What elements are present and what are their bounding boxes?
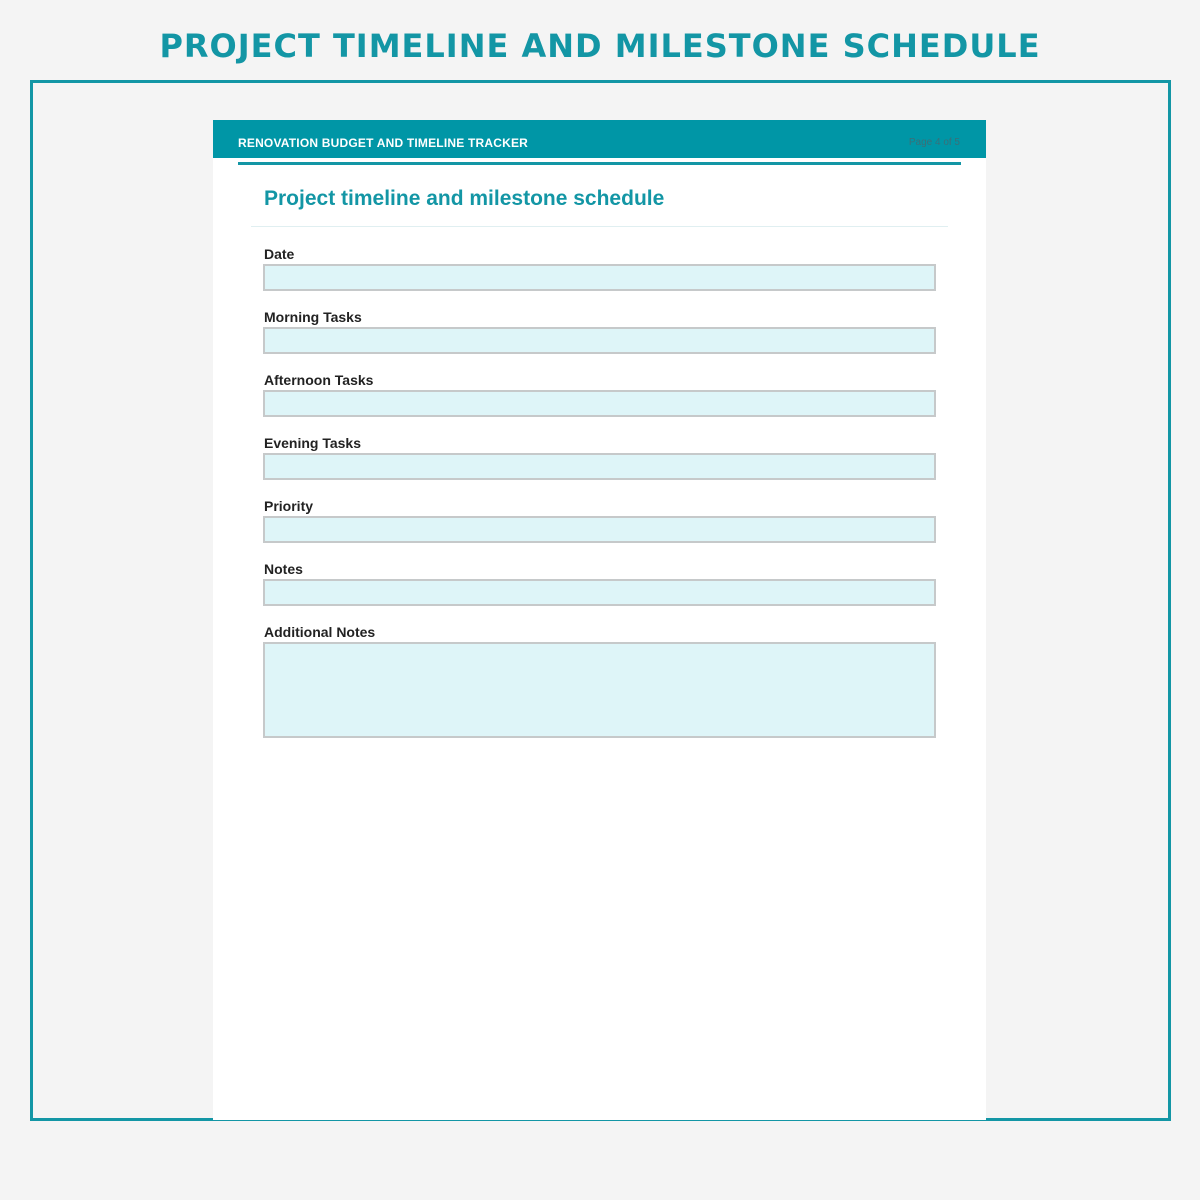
page-number: Page 4 of 5 [908, 137, 960, 148]
morning-tasks-label: Morning Tasks [264, 309, 362, 325]
document-page [213, 120, 986, 1120]
evening-tasks-label: Evening Tasks [264, 435, 362, 451]
header-divider [238, 162, 961, 165]
evening-tasks-field[interactable] [263, 453, 936, 480]
priority-label: Priority [264, 498, 314, 514]
date-label: Date [264, 246, 295, 262]
document-header-title: RENOVATION BUDGET AND TIMELINE TRACKER [238, 136, 529, 150]
priority-field[interactable] [263, 516, 936, 543]
morning-tasks-field[interactable] [263, 327, 936, 354]
additional-notes-field[interactable] [263, 642, 936, 738]
page-header-band [213, 120, 986, 158]
additional-notes-label: Additional Notes [264, 624, 376, 640]
date-field[interactable] [263, 264, 936, 291]
page-title: PROJECT TIMELINE AND MILESTONE SCHEDULE [159, 27, 1041, 65]
notes-field[interactable] [263, 579, 936, 606]
afternoon-tasks-field[interactable] [263, 390, 936, 417]
notes-label: Notes [264, 561, 303, 577]
section-divider [251, 226, 948, 227]
section-title: Project timeline and milestone schedule [264, 187, 665, 210]
afternoon-tasks-label: Afternoon Tasks [264, 372, 374, 388]
